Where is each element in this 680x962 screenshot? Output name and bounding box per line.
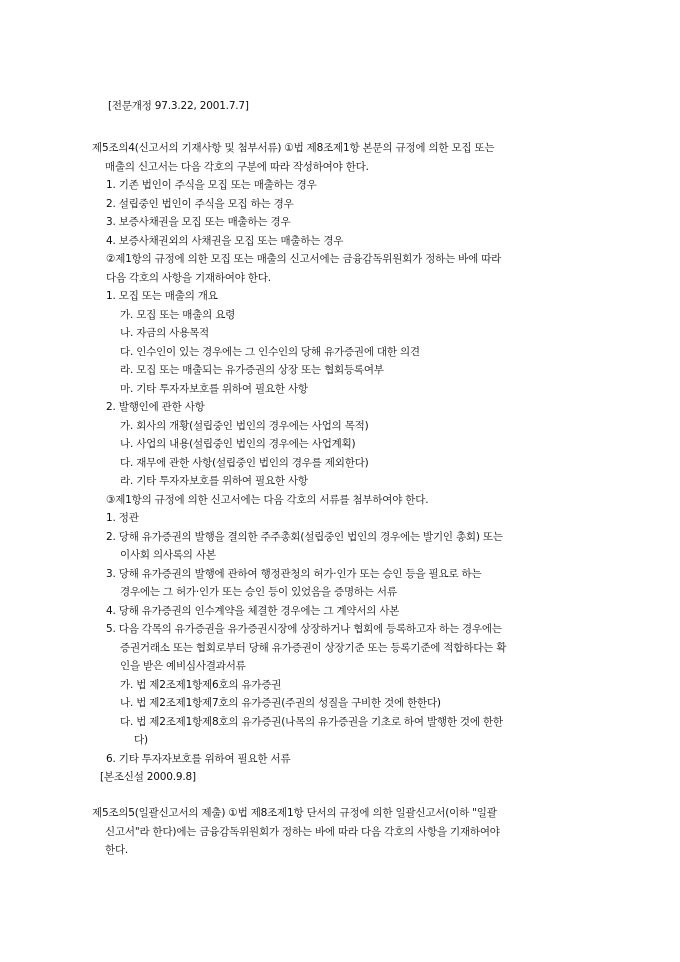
text-line: [전문개정 97.3.22, 2001.7.7] [108,100,249,112]
text-line: 다. 법 제2조제1항제8호의 유가증권(나목의 유가증권을 기초로 하여 발행한 것에 한한 [120,716,503,728]
text-line: 경우에는 그 허가·인가 또는 승인 등이 있었음을 증명하는 서류 [120,586,397,598]
text-line: 4. 당해 유가증권의 인수계약을 체결한 경우에는 그 계약서의 사본 [106,605,400,617]
text-line: 5. 다음 각목의 유가증권을 유가증권시장에 상장하거나 협회에 등록하고자 하는 경우에는 [106,623,502,635]
text-line: 6. 기타 투자자보호를 위하여 필요한 서류 [106,753,291,765]
text-line: ③제1항의 규정에 의한 신고서에는 다음 각호의 서류를 첨부하여야 한다. [106,494,429,506]
text-line: 4. 보증사채권외의 사채권을 모집 또는 매출하는 경우 [106,235,344,247]
text-line: 2. 당해 유가증권의 발행을 결의한 주주총회(설립중인 법인의 경우에는 발기인 총회) 또는 [106,531,503,543]
text-line: 라. 기타 투자자보호를 위하여 필요한 사항 [120,475,308,487]
text-line: 신고서"라 한다)에는 금융감독위원회가 정하는 바에 따라 다음 각호의 사항을 기재하여야 [105,826,500,838]
text-line: 이사회 의사록의 사본 [120,549,216,561]
text-line: 다음 각호의 사항을 기재하여야 한다. [106,272,271,284]
text-line: 나. 자금의 사용목적 [120,327,209,339]
text-line: 다) [134,734,148,746]
text-line: 제5조의5(일괄신고서의 제출) ①법 제8조제1항 단서의 규정에 의한 일괄신고서(이하 "일괄 [92,807,497,819]
text-line: 제5조의4(신고서의 기재사항 및 첨부서류) ①법 제8조제1항 본문의 규정에 의한 모집 또는 [92,142,495,154]
text-line: 가. 회사의 개황(설립중인 법인의 경우에는 사업의 목적) [120,420,369,432]
text-line: 1. 기존 법인이 주식을 모집 또는 매출하는 경우 [106,179,317,191]
text-line: 매출의 신고서는 다음 각호의 구분에 따라 작성하여야 한다. [105,161,369,173]
text-line: 2. 발행인에 관한 사항 [106,401,205,413]
text-line: 나. 법 제2조제1항제7호의 유가증권(주권의 성질을 구비한 것에 한한다) [120,697,441,709]
text-line: 다. 인수인이 있는 경우에는 그 인수인의 당해 유가증권에 대한 의견 [120,346,420,358]
text-line: 3. 당해 유가증권의 발행에 관하여 행정관청의 허가·인가 또는 승인 등을 필요로 하는 [106,568,482,580]
text-line: 나. 사업의 내용(설립중인 법인의 경우에는 사업계획) [120,438,356,450]
text-line: 가. 법 제2조제1항제6호의 유가증권 [120,679,282,691]
text-line: 마. 기타 투자자보호를 위하여 필요한 사항 [120,383,308,395]
text-line: 1. 모집 또는 매출의 개요 [106,290,218,302]
text-line: ②제1항의 규정에 의한 모집 또는 매출의 신고서에는 금융감독위원회가 정하는 바에 따라 [106,253,502,265]
text-line: 한다. [105,844,129,856]
text-line: [본조신설 2000.9.8] [100,771,196,783]
text-line: 1. 정관 [106,512,139,524]
text-line: 다. 재무에 관한 사항(설립중인 법인의 경우를 제외한다) [120,457,369,469]
text-line: 인을 받은 예비심사결과서류 [120,660,246,672]
text-line: 라. 모집 또는 매출되는 유가증권의 상장 또는 협회등록여부 [120,364,384,376]
text-line: 증권거래소 또는 협회로부터 당해 유가증권이 상장기준 또는 등록기준에 적합하다는 확 [120,642,507,654]
text-line: 가. 모집 또는 매출의 요령 [120,309,236,321]
text-line: 3. 보증사채권을 모집 또는 매출하는 경우 [106,216,291,228]
text-line: 2. 설립중인 법인이 주식을 모집 하는 경우 [106,198,294,210]
